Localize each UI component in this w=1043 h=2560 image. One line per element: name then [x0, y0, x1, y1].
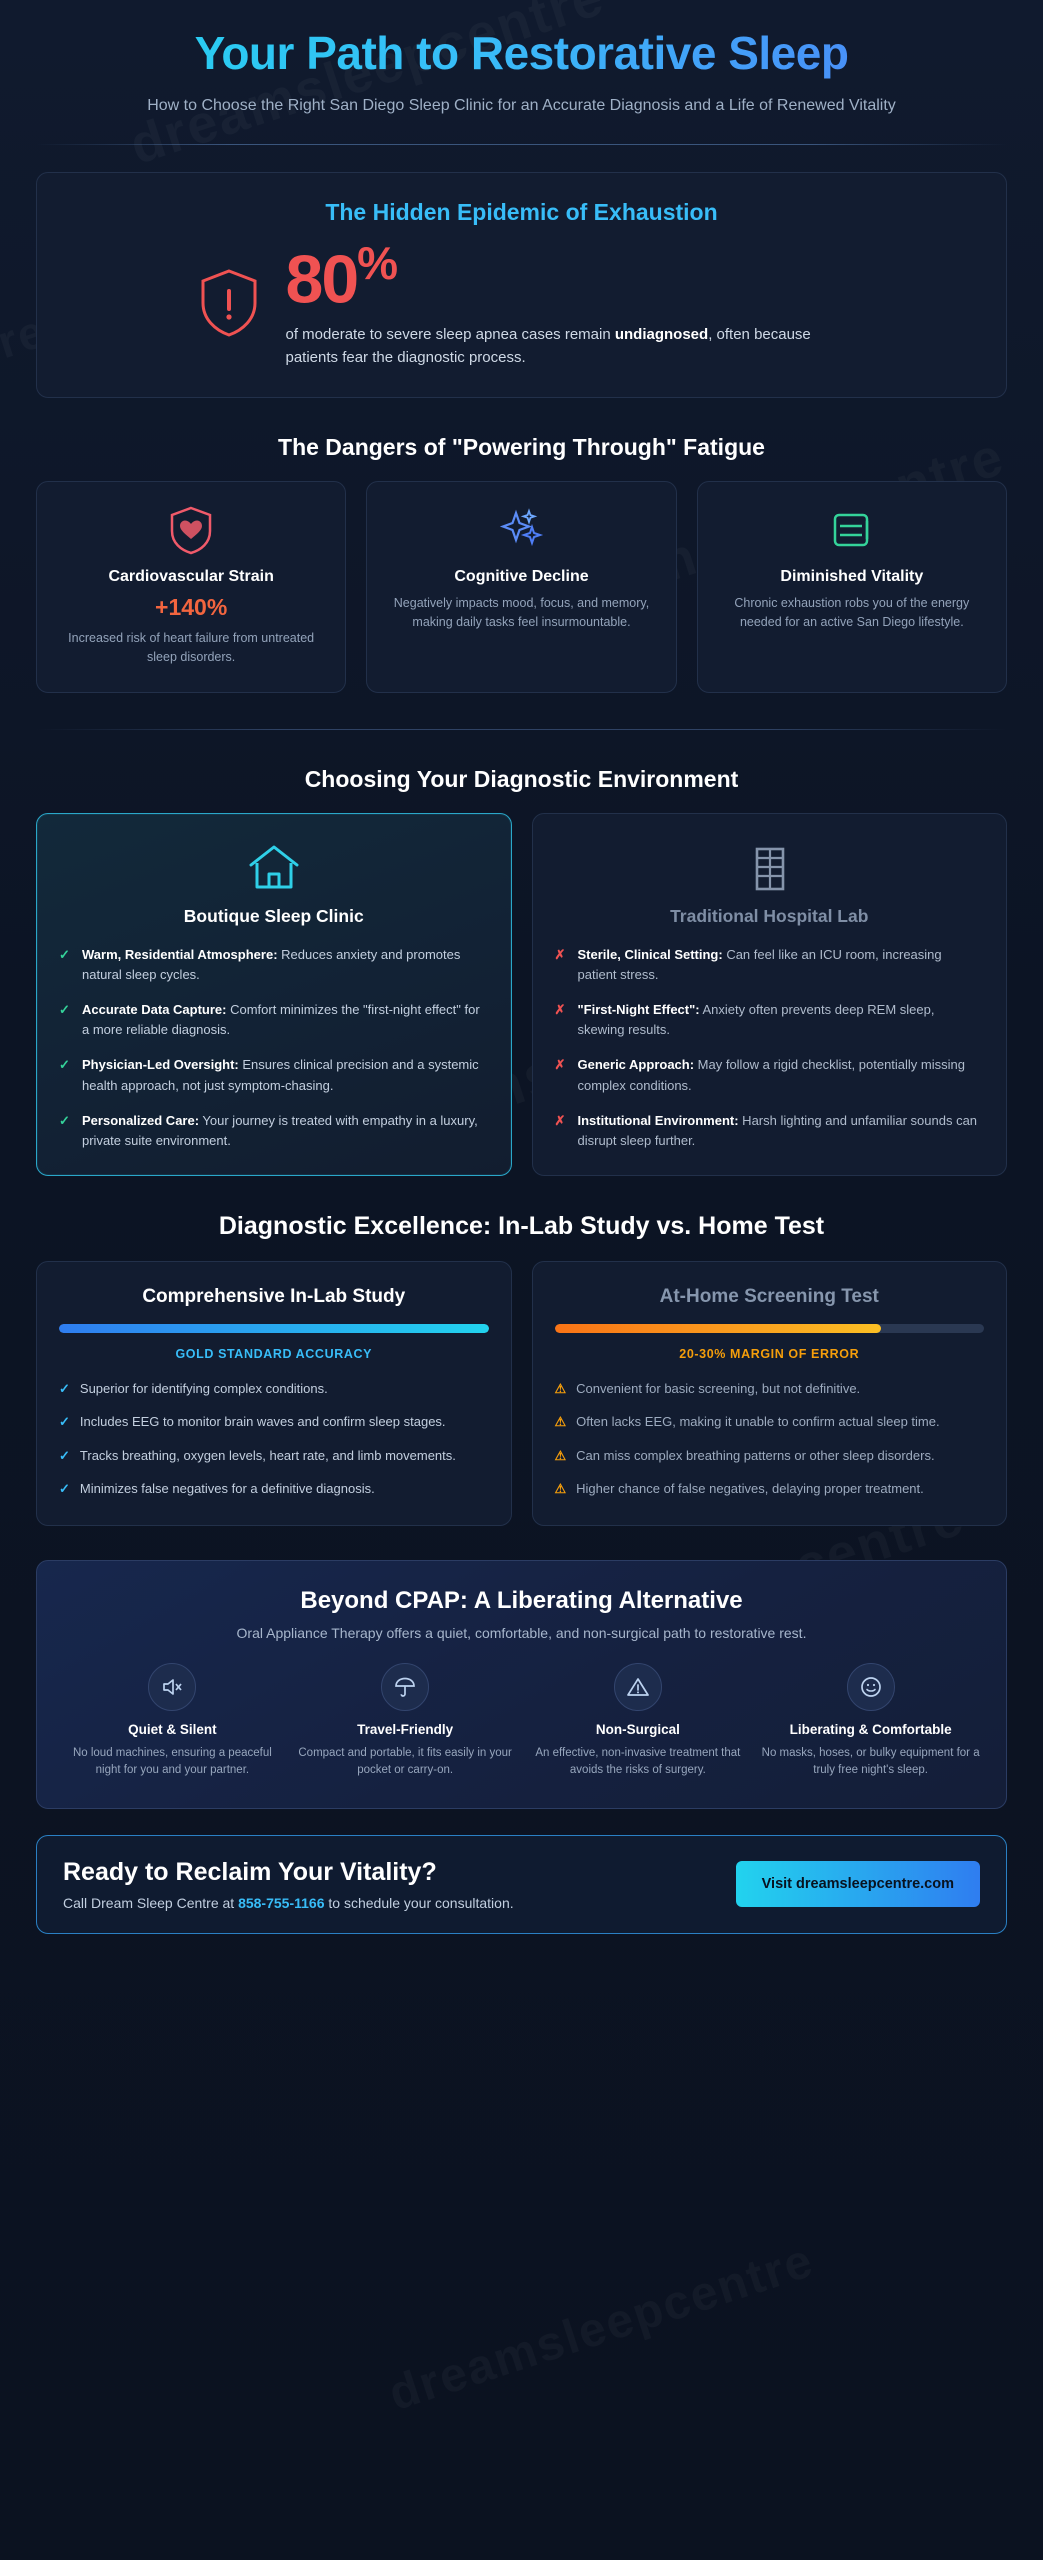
- list-item: ✓ Superior for identifying complex conditions.: [59, 1379, 489, 1399]
- benefit-quiet: [63, 1663, 282, 1780]
- diagnostics-comparison: [36, 1261, 1007, 1526]
- danger-title: Diminished Vitality: [780, 568, 924, 586]
- benefit-title: Liberating & Comfortable: [789, 1721, 952, 1737]
- check-icon: ✓: [59, 1002, 70, 1018]
- warning-triangle-icon: [614, 1663, 662, 1711]
- header: [36, 0, 1007, 145]
- hidden-epidemic-card: [36, 172, 1007, 398]
- boutique-list: [59, 945, 489, 1151]
- boutique-clinic-card: [36, 813, 512, 1176]
- athome-test-card: [532, 1261, 1008, 1526]
- boutique-title: Boutique Sleep Clinic: [183, 905, 364, 926]
- benefit-desc: Compact and portable, it fits easily in your pocket or carry-on.: [298, 1747, 512, 1777]
- warning-icon: ⚠: [554, 1380, 567, 1396]
- benefit-travel: [296, 1663, 515, 1780]
- list-item: ⚠ Higher chance of false negatives, delaying proper treatment.: [555, 1479, 985, 1499]
- heart-shield-icon: [53, 504, 329, 556]
- inlab-title: Comprehensive In-Lab Study: [142, 1285, 406, 1307]
- check-icon: ✓: [59, 1414, 70, 1430]
- dangers-heading: The Dangers of "Powering Through" Fatigue: [278, 434, 765, 461]
- list-item: ✗ Generic Approach: May follow a rigid checklist, potentially missing complex conditions.: [555, 1055, 985, 1095]
- list-item: ✗ "First-Night Effect": Anxiety often prevents deep REM sleep, skewing results.: [555, 1000, 985, 1040]
- cross-icon: ✗: [554, 1112, 566, 1128]
- danger-card-cognitive: [366, 481, 676, 693]
- sparkles-icon: [383, 504, 659, 556]
- list-item: ⚠ Can miss complex breathing patterns or other sleep disorders.: [555, 1446, 985, 1466]
- inlab-accuracy-bar: [59, 1324, 489, 1333]
- umbrella-icon: [381, 1663, 429, 1711]
- section-divider: [36, 729, 1007, 730]
- list-item: ✓ Includes EEG to monitor brain waves and confirm sleep stages.: [59, 1412, 489, 1432]
- list-item: ⚠ Convenient for basic screening, but not definitive.: [555, 1379, 985, 1399]
- cpap-heading: Beyond CPAP: A Liberating Alternative: [300, 1586, 743, 1614]
- danger-desc: Increased risk of heart failure from untreated sleep disorders.: [68, 631, 315, 665]
- battery-low-icon: [714, 504, 990, 556]
- check-icon: ✓: [59, 1057, 70, 1073]
- cross-icon: ✗: [554, 1002, 566, 1018]
- athome-title: At-Home Screening Test: [659, 1285, 879, 1307]
- check-icon: ✓: [59, 1112, 70, 1128]
- epidemic-heading: The Hidden Epidemic of Exhaustion: [325, 199, 718, 226]
- epidemic-description: of moderate to severe sleep apnea cases remain undiagnosed, often because patients fear the diagnostic process.: [285, 325, 811, 366]
- dangers-list: [36, 481, 1007, 693]
- page-title: Your Path to Restorative Sleep: [36, 28, 1007, 80]
- check-icon: ✓: [59, 1380, 70, 1396]
- benefit-comfortable: [761, 1663, 980, 1780]
- inlab-list: [59, 1379, 489, 1499]
- warning-icon: ⚠: [554, 1447, 567, 1463]
- benefit-title: Non-Surgical: [595, 1721, 680, 1737]
- list-item: ⚠ Often lacks EEG, making it unable to confirm actual sleep time.: [555, 1412, 985, 1432]
- athome-accuracy-bar: [555, 1324, 985, 1333]
- danger-title: Cognitive Decline: [454, 568, 589, 586]
- list-item: ✓ Accurate Data Capture: Comfort minimizes the "first-night effect" for a more reliable diagnosis.: [59, 1000, 489, 1040]
- home-icon: [59, 840, 489, 896]
- epidemic-stat: 80%: [285, 237, 397, 318]
- check-icon: ✓: [59, 1447, 70, 1463]
- benefit-nonsurgical: [529, 1663, 748, 1780]
- list-item: ✓ Minimizes false negatives for a definitive diagnosis.: [59, 1479, 489, 1499]
- danger-title: Cardiovascular Strain: [108, 568, 274, 586]
- danger-stat: +140%: [155, 594, 228, 621]
- benefit-desc: An effective, non-invasive treatment that avoids the risks of surgery.: [535, 1747, 741, 1777]
- cpap-subheading: Oral Appliance Therapy offers a quiet, comfortable, and non-surgical path to restorative rest.: [236, 1624, 807, 1641]
- check-icon: ✓: [59, 1481, 70, 1497]
- benefit-desc: No masks, hoses, or bulky equipment for a truly free night's sleep.: [761, 1747, 980, 1777]
- danger-card-cardiovascular: [36, 481, 346, 693]
- benefit-title: Travel-Friendly: [357, 1721, 454, 1737]
- environment-heading: Choosing Your Diagnostic Environment: [304, 765, 739, 792]
- cpap-benefits: [63, 1663, 980, 1780]
- list-item: ✗ Institutional Environment: Harsh lighting and unfamiliar sounds can disrupt sleep further.: [555, 1111, 985, 1151]
- check-icon: ✓: [59, 946, 70, 962]
- alert-shield-icon: [198, 267, 260, 344]
- inlab-study-card: [36, 1261, 512, 1526]
- cross-icon: ✗: [554, 1057, 566, 1073]
- smiley-face-icon: [847, 1663, 895, 1711]
- hospital-title: Traditional Hospital Lab: [670, 905, 869, 926]
- phone-number: 858-755-1166: [238, 1894, 325, 1911]
- danger-card-vitality: [697, 481, 1007, 693]
- cta-text: Call Dream Sleep Centre at 858-755-1166 to schedule your consultation.: [63, 1894, 514, 1911]
- warning-icon: ⚠: [554, 1481, 567, 1497]
- list-item: ✗ Sterile, Clinical Setting: Can feel like an ICU room, increasing patient stress.: [555, 945, 985, 985]
- list-item: ✓ Personalized Care: Your journey is treated with empathy in a luxury, private suite environment.: [59, 1111, 489, 1151]
- watermark: [382, 2233, 820, 2422]
- list-item: ✓ Warm, Residential Atmosphere: Reduces anxiety and promotes natural sleep cycles.: [59, 945, 489, 985]
- cta-banner: [36, 1835, 1007, 1934]
- header-divider: [36, 144, 1007, 145]
- beyond-cpap-card: [36, 1560, 1007, 1809]
- inlab-bar-label: GOLD STANDARD ACCURACY: [175, 1346, 373, 1361]
- hospital-list: [555, 945, 985, 1151]
- visit-website-button[interactable]: Visit dreamsleepcentre.com: [736, 1861, 980, 1907]
- danger-desc: Chronic exhaustion robs you of the energy needed for an active San Diego lifestyle.: [734, 596, 970, 630]
- warning-icon: ⚠: [554, 1414, 567, 1430]
- danger-desc: Negatively impacts mood, focus, and memory, making daily tasks feel insurmountable.: [393, 596, 650, 630]
- cta-heading: Ready to Reclaim Your Vitality?: [63, 1857, 437, 1886]
- list-item: ✓ Physician-Led Oversight: Ensures clinical precision and a systemic health approach, not just symptom-chasing.: [59, 1055, 489, 1095]
- diagnostics-heading: Diagnostic Excellence: In-Lab Study vs. Home Test: [218, 1211, 825, 1240]
- environment-comparison: [36, 813, 1007, 1176]
- athome-list: [555, 1379, 985, 1499]
- page-subtitle: How to Choose the Right San Diego Sleep Clinic for an Accurate Diagnosis and a Life of Renewed Vitality: [147, 96, 896, 114]
- benefit-desc: No loud machines, ensuring a peaceful night for you and your partner.: [72, 1747, 272, 1777]
- hospital-building-icon: [555, 840, 985, 896]
- mute-speaker-icon: [148, 1663, 196, 1711]
- cross-icon: ✗: [554, 946, 566, 962]
- hospital-lab-card: [532, 813, 1008, 1176]
- list-item: ✓ Tracks breathing, oxygen levels, heart rate, and limb movements.: [59, 1446, 489, 1466]
- athome-bar-label: 20-30% MARGIN OF ERROR: [679, 1346, 860, 1361]
- benefit-title: Quiet & Silent: [128, 1721, 217, 1737]
